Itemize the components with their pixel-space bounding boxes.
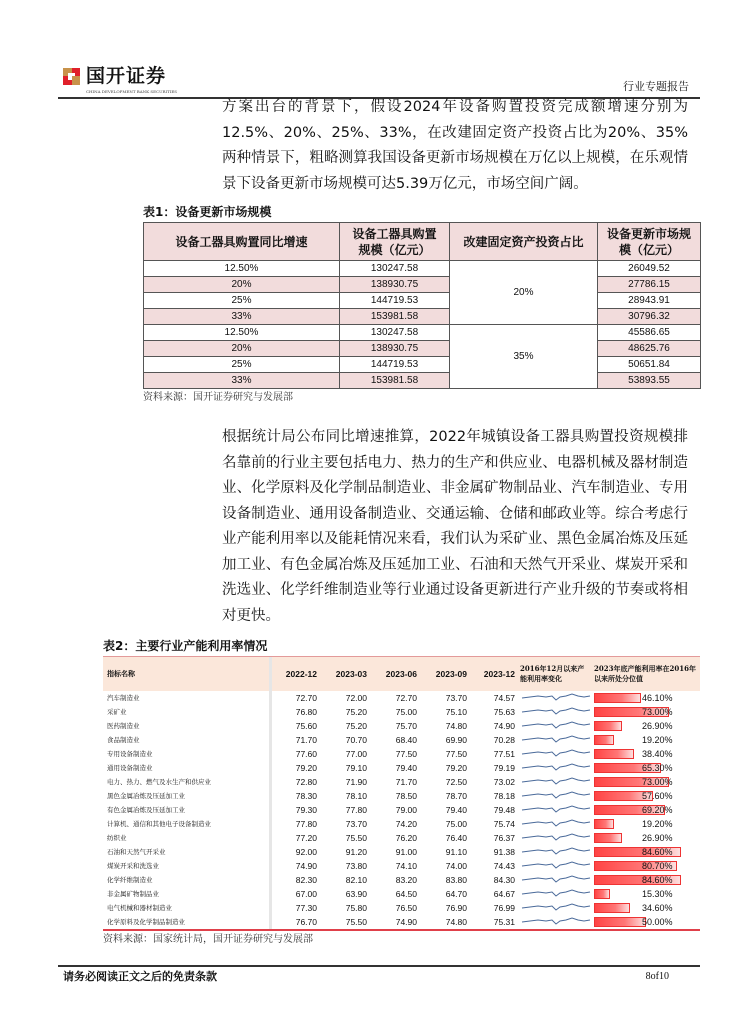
table-cell: 50651.84 <box>598 357 701 373</box>
percentile-cell <box>592 845 700 859</box>
utilization-value: 67.00 <box>295 888 317 899</box>
utilization-value: 72.70 <box>295 692 317 703</box>
utilization-value: 79.20 <box>445 762 467 773</box>
percentile-label: 38.40% <box>642 749 673 759</box>
utilization-value: 79.40 <box>445 804 467 815</box>
percentile-cell <box>592 719 700 733</box>
table-cell: 138930.75 <box>340 341 450 357</box>
utilization-value: 74.90 <box>395 916 417 927</box>
utilization-value: 76.90 <box>445 902 467 913</box>
percentile-cell <box>592 733 700 747</box>
industry-name: 医药制造业 <box>103 719 270 733</box>
percentile-bar <box>594 917 698 927</box>
sparkline <box>520 859 592 870</box>
table2-header: 2023年底产能利用率在2016年以来所处分位值 <box>594 664 696 683</box>
utilization-value: 75.00 <box>395 706 417 717</box>
sparkline <box>520 747 592 758</box>
industry-name: 食品制造业 <box>103 733 270 747</box>
utilization-value: 91.10 <box>445 846 467 857</box>
utilization-value: 79.48 <box>493 804 515 815</box>
industry-name: 通用设备制造业 <box>103 761 270 775</box>
utilization-value: 69.90 <box>445 734 467 745</box>
table2-header: 2023-12 <box>483 669 515 679</box>
table-cell: 33% <box>144 309 340 325</box>
percentile-label: 15.30% <box>642 889 673 899</box>
utilization-value: 76.37 <box>493 832 515 843</box>
sparkline <box>520 719 592 730</box>
table-cell: 25% <box>144 357 340 373</box>
table-row <box>144 325 701 341</box>
sparkline-cell <box>518 859 592 873</box>
sparkline <box>520 901 592 912</box>
percentile-bar <box>594 721 698 731</box>
utilization-value: 72.80 <box>295 776 317 787</box>
table2-caption: 表2：主要行业产能利用率情况 <box>103 639 268 653</box>
table-row <box>103 747 700 761</box>
industry-name: 煤炭开采和洗选业 <box>103 859 270 873</box>
brand-name: 国开证券 <box>86 65 167 87</box>
sparkline <box>520 887 592 898</box>
table-cell: 26049.52 <box>598 261 701 277</box>
utilization-value: 75.20 <box>345 706 367 717</box>
utilization-value: 64.67 <box>493 888 515 899</box>
percentile-label: 80.70% <box>642 861 673 871</box>
industry-name: 计算机、通信和其他电子设备制造业 <box>103 817 270 831</box>
percentile-bar-fill <box>594 903 630 913</box>
percentile-bar-fill <box>594 693 641 703</box>
utilization-value: 71.70 <box>395 776 417 787</box>
table-row <box>103 705 700 719</box>
utilization-value: 64.70 <box>445 888 467 899</box>
table1 <box>143 222 701 389</box>
percentile-label: 19.20% <box>642 735 673 745</box>
utilization-value: 76.70 <box>295 916 317 927</box>
percentile-label: 26.90% <box>642 833 673 843</box>
table-cell: 27786.15 <box>598 277 701 293</box>
table-cell: 45586.65 <box>598 325 701 341</box>
percentile-bar <box>594 735 698 745</box>
industry-name: 专用设备制造业 <box>103 747 270 761</box>
utilization-value: 74.10 <box>395 860 417 871</box>
percentile-label: 26.90% <box>642 721 673 731</box>
industry-name: 汽车制造业 <box>103 691 270 705</box>
percentile-label: 46.10% <box>642 693 673 703</box>
page-number: 8of10 <box>645 971 669 982</box>
utilization-value: 82.10 <box>345 874 367 885</box>
utilization-value: 75.50 <box>345 832 367 843</box>
utilization-value: 83.20 <box>395 874 417 885</box>
utilization-value: 72.00 <box>345 692 367 703</box>
industry-name: 化学原料及化学制品制造业 <box>103 915 270 929</box>
logo-mark-icon <box>63 68 80 85</box>
utilization-value: 84.30 <box>493 874 515 885</box>
table-cell: 28943.91 <box>598 293 701 309</box>
table1-header: 设备更新市场规模（亿元） <box>598 223 701 261</box>
utilization-value: 79.00 <box>395 804 417 815</box>
percentile-bar-fill <box>594 721 622 731</box>
percentile-bar <box>594 819 698 829</box>
table1-header: 设备工器具购置同比增速 <box>144 223 340 261</box>
main-content <box>0 95 755 947</box>
sparkline <box>520 831 592 842</box>
utilization-value: 73.70 <box>345 818 367 829</box>
utilization-value: 74.57 <box>493 692 515 703</box>
brand-subtitle: CHINA DEVELOPMENT BANK SECURITIES <box>86 89 177 94</box>
percentile-cell <box>592 859 700 873</box>
percentile-bar-fill <box>594 819 614 829</box>
percentile-bar <box>594 833 698 843</box>
utilization-value: 82.30 <box>295 874 317 885</box>
utilization-value: 79.30 <box>295 804 317 815</box>
table2-header: 2023-03 <box>335 669 367 679</box>
utilization-value: 75.00 <box>445 818 467 829</box>
sparkline-cell <box>518 775 592 789</box>
table-cell: 53893.55 <box>598 373 701 389</box>
utilization-value: 78.50 <box>395 790 417 801</box>
utilization-value: 91.00 <box>395 846 417 857</box>
table2-source: 资料来源：国家统计局，国开证券研究与发展部 <box>103 934 313 945</box>
utilization-value: 75.80 <box>345 902 367 913</box>
sparkline <box>520 775 592 786</box>
disclaimer-text: 请务必阅读正文之后的免责条款 <box>63 970 217 983</box>
industry-name: 黑色金属冶炼及压延加工业 <box>103 789 270 803</box>
utilization-value: 74.90 <box>493 720 515 731</box>
percentile-label: 69.20% <box>642 805 673 815</box>
sparkline <box>520 817 592 828</box>
utilization-value: 75.74 <box>493 818 515 829</box>
table1-header: 改建固定资产投资占比 <box>450 223 598 261</box>
percentile-bar <box>594 749 698 759</box>
utilization-value: 68.40 <box>395 734 417 745</box>
table-row <box>103 803 700 817</box>
percentile-cell <box>592 803 700 817</box>
utilization-value: 74.43 <box>493 860 515 871</box>
sparkline <box>520 761 592 772</box>
sparkline-cell <box>518 831 592 845</box>
table1-header: 设备工器具购置规模（亿元） <box>340 223 450 261</box>
table-cell: 130247.58 <box>340 325 450 341</box>
utilization-value: 78.30 <box>295 790 317 801</box>
utilization-value: 75.31 <box>493 916 515 927</box>
table1-source: 资料来源：国开证券研究与发展部 <box>143 392 293 403</box>
sparkline-cell <box>518 803 592 817</box>
percentile-cell <box>592 887 700 901</box>
table-cell: 30796.32 <box>598 309 701 325</box>
industry-name: 纺织业 <box>103 831 270 845</box>
percentile-label: 19.20% <box>642 819 673 829</box>
sparkline-cell <box>518 901 592 915</box>
sparkline-cell <box>518 761 592 775</box>
percentile-label: 34.60% <box>642 903 673 913</box>
utilization-value: 77.50 <box>395 748 417 759</box>
sparkline-cell <box>518 705 592 719</box>
utilization-value: 77.00 <box>345 748 367 759</box>
footer-divider <box>58 965 700 967</box>
utilization-value: 79.10 <box>345 762 367 773</box>
percentile-bar <box>594 861 698 871</box>
percentile-bar <box>594 791 698 801</box>
percentile-bar <box>594 763 698 773</box>
table-row <box>103 915 700 929</box>
percentile-label: 57.60% <box>642 791 673 801</box>
table-cell: 12.50% <box>144 325 340 341</box>
sparkline <box>520 789 592 800</box>
utilization-value: 79.40 <box>395 762 417 773</box>
utilization-value: 77.20 <box>295 832 317 843</box>
utilization-value: 83.80 <box>445 874 467 885</box>
percentile-bar-fill <box>594 889 610 899</box>
percentile-cell <box>592 873 700 887</box>
brand-logo <box>63 62 203 98</box>
sparkline <box>520 915 592 926</box>
utilization-value: 71.90 <box>345 776 367 787</box>
table-cell: 20% <box>144 341 340 357</box>
table-cell-ratio: 20% <box>450 261 598 325</box>
utilization-value: 72.50 <box>445 776 467 787</box>
percentile-cell <box>592 705 700 719</box>
sparkline-cell <box>518 733 592 747</box>
percentile-bar <box>594 889 698 899</box>
percentile-cell <box>592 747 700 761</box>
percentile-bar-fill <box>594 833 622 843</box>
industry-name: 采矿业 <box>103 705 270 719</box>
table-row <box>103 719 700 733</box>
table-row <box>144 341 701 357</box>
percentile-bar <box>594 707 698 717</box>
sparkline-cell <box>518 873 592 887</box>
table-cell: 144719.53 <box>340 357 450 373</box>
table2-header: 2016年12月以来产能利用率变化 <box>520 664 585 683</box>
percentile-bar <box>594 903 698 913</box>
utilization-value: 77.80 <box>295 818 317 829</box>
sparkline <box>520 803 592 814</box>
percentile-cell <box>592 831 700 845</box>
utilization-value: 70.70 <box>345 734 367 745</box>
utilization-value: 78.70 <box>445 790 467 801</box>
utilization-value: 74.20 <box>395 818 417 829</box>
table-row <box>144 373 701 389</box>
utilization-value: 75.70 <box>395 720 417 731</box>
sparkline-cell <box>518 789 592 803</box>
industry-name: 有色金属冶炼及压延加工业 <box>103 803 270 817</box>
percentile-bar-fill <box>594 749 634 759</box>
percentile-cell <box>592 915 700 929</box>
table1-caption: 表1：设备更新市场规模 <box>143 205 272 219</box>
percentile-cell <box>592 817 700 831</box>
industry-name: 电力、热力、燃气及水生产和供应业 <box>103 775 270 789</box>
table2-container <box>103 656 700 931</box>
table-row <box>144 261 701 277</box>
utilization-value: 74.80 <box>445 720 467 731</box>
utilization-value: 72.70 <box>395 692 417 703</box>
utilization-value: 75.60 <box>295 720 317 731</box>
table-row <box>144 277 701 293</box>
utilization-value: 76.99 <box>493 902 515 913</box>
percentile-bar <box>594 805 698 815</box>
utilization-value: 75.10 <box>445 706 467 717</box>
table-row <box>144 293 701 309</box>
utilization-value: 78.18 <box>493 790 515 801</box>
utilization-value: 76.20 <box>395 832 417 843</box>
table-cell: 153981.58 <box>340 373 450 389</box>
table-row <box>103 901 700 915</box>
percentile-bar <box>594 847 698 857</box>
sparkline-cell <box>518 887 592 901</box>
utilization-value: 71.70 <box>295 734 317 745</box>
table-cell: 20% <box>144 277 340 293</box>
utilization-value: 74.90 <box>295 860 317 871</box>
utilization-value: 77.80 <box>345 804 367 815</box>
utilization-value: 78.10 <box>345 790 367 801</box>
utilization-value: 75.63 <box>493 706 515 717</box>
table2 <box>103 657 700 929</box>
percentile-cell <box>592 775 700 789</box>
percentile-cell <box>592 691 700 705</box>
sparkline-cell <box>518 845 592 859</box>
sparkline-cell <box>518 817 592 831</box>
table-row <box>103 873 700 887</box>
percentile-label: 84.60% <box>642 875 673 885</box>
sparkline <box>520 733 592 744</box>
utilization-value: 76.40 <box>445 832 467 843</box>
table-row <box>103 761 700 775</box>
table-cell-ratio: 35% <box>450 325 598 389</box>
utilization-value: 92.00 <box>295 846 317 857</box>
percentile-bar-fill <box>594 917 646 927</box>
industry-name: 电气机械和器材制造业 <box>103 901 270 915</box>
utilization-value: 77.51 <box>493 748 515 759</box>
percentile-cell <box>592 761 700 775</box>
utilization-value: 73.70 <box>445 692 467 703</box>
paragraph-2: 根据统计局公布同比增速推算，2022年城镇设备工器具购置投资规模排名靠前的行业主要包括电力、热力的生产和供应业、电器机械及器材制造业、化学原料及化学制品制造业、非金属矿物制品业、汽车制造业、专用设备制造业、通用设备制造业、交通运输、仓储和邮政业等。综合考虑行业产能利用率以及能耗情况来看，我们认为采矿业、黑色金属冶炼及压延加工业、有色金属冶炼及压延加工业、石油和天然气开采业、煤炭开采和洗选业、化学纤维制造业等行业通过设备更新进行产业升级的节奏或将相对更快。 <box>222 429 688 624</box>
table-cell: 48625.76 <box>598 341 701 357</box>
sparkline-cell <box>518 691 592 705</box>
utilization-value: 91.20 <box>345 846 367 857</box>
industry-name: 化学纤维制造业 <box>103 873 270 887</box>
table-cell: 12.50% <box>144 261 340 277</box>
table-cell: 33% <box>144 373 340 389</box>
table-row <box>103 831 700 845</box>
report-type: 行业专题报告 <box>623 80 689 93</box>
sparkline <box>520 705 592 716</box>
sparkline <box>520 873 592 884</box>
table-row <box>103 845 700 859</box>
percentile-label: 73.00% <box>642 777 673 787</box>
sparkline-cell <box>518 747 592 761</box>
table-row <box>144 357 701 373</box>
table-cell: 25% <box>144 293 340 309</box>
sparkline-cell <box>518 915 592 929</box>
utilization-value: 77.30 <box>295 902 317 913</box>
table2-header: 2023-09 <box>435 669 467 679</box>
table-cell: 130247.58 <box>340 261 450 277</box>
utilization-value: 77.60 <box>295 748 317 759</box>
percentile-bar <box>594 693 698 703</box>
table2-header: 2023-06 <box>385 669 417 679</box>
table-row <box>103 775 700 789</box>
utilization-value: 73.02 <box>493 776 515 787</box>
table-cell: 144719.53 <box>340 293 450 309</box>
utilization-value: 64.50 <box>395 888 417 899</box>
utilization-value: 74.80 <box>445 916 467 927</box>
utilization-value: 76.80 <box>295 706 317 717</box>
table2-header: 2022-12 <box>285 669 317 679</box>
percentile-label: 50.00% <box>642 917 673 927</box>
sparkline <box>520 845 592 856</box>
table-cell: 153981.58 <box>340 309 450 325</box>
utilization-value: 79.20 <box>295 762 317 773</box>
percentile-bar <box>594 875 698 885</box>
table-row <box>144 309 701 325</box>
utilization-value: 75.50 <box>345 916 367 927</box>
percentile-label: 73.00% <box>642 707 673 717</box>
table-row <box>103 817 700 831</box>
percentile-cell <box>592 789 700 803</box>
table-row <box>103 789 700 803</box>
paragraph-1: 方案出台的背景下，假设2024年设备购置投资完成额增速分别为12.5%、20%、25%、33%，在改建固定资产投资占比为20%、35%两种情景下，粗略测算我国设备更新市场规模在万亿以上规模，在乐观情景下设备更新市场规模可达5.39万亿元，市场空间广阔。 <box>222 99 688 192</box>
percentile-label: 84.60% <box>642 847 673 857</box>
percentile-bar-fill <box>594 735 614 745</box>
table-cell: 138930.75 <box>340 277 450 293</box>
table2-header: 指标名称 <box>103 657 270 691</box>
utilization-value: 70.28 <box>493 734 515 745</box>
utilization-value: 77.50 <box>445 748 467 759</box>
sparkline-cell <box>518 719 592 733</box>
percentile-bar <box>594 777 698 787</box>
utilization-value: 75.20 <box>345 720 367 731</box>
industry-name: 非金属矿物制品业 <box>103 887 270 901</box>
utilization-value: 79.19 <box>493 762 515 773</box>
percentile-label: 65.30% <box>642 763 673 773</box>
utilization-value: 91.38 <box>493 846 515 857</box>
table-row <box>103 733 700 747</box>
table-row <box>103 887 700 901</box>
percentile-cell <box>592 901 700 915</box>
table-row <box>103 859 700 873</box>
utilization-value: 73.80 <box>345 860 367 871</box>
utilization-value: 76.50 <box>395 902 417 913</box>
industry-name: 石油和天然气开采业 <box>103 845 270 859</box>
sparkline <box>520 691 592 702</box>
utilization-value: 74.00 <box>445 860 467 871</box>
utilization-value: 63.90 <box>345 888 367 899</box>
table-row <box>103 691 700 705</box>
